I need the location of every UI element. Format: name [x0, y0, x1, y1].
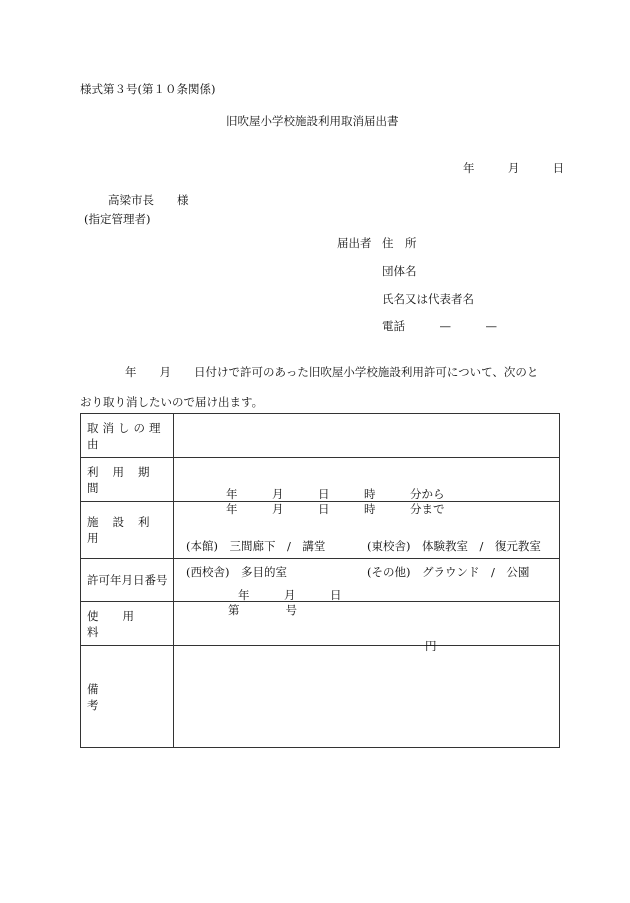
date-month: 月: [507, 161, 520, 175]
addressee: 高梁市長 様: [108, 193, 189, 207]
date-line: [463, 160, 564, 176]
period-label: 利用期間: [81, 458, 174, 502]
row-remarks: [81, 646, 560, 748]
body-text-line-2: おり取り消したいので届け出ます。: [80, 395, 264, 409]
form-number: 様式第３号(第１０条関係): [80, 82, 216, 96]
remarks-label: 備考: [81, 646, 174, 748]
fee-label: 使用料: [81, 602, 174, 646]
applicant-label: 届出者: [337, 236, 372, 250]
period-from: 年 月 日 時 分から: [226, 486, 445, 501]
permit-number: 第 号: [228, 603, 297, 617]
applicant-group-field[interactable]: 団体名: [382, 264, 417, 278]
facility-higashi-option[interactable]: (東校舎) 体験教室 / 復元教室: [367, 539, 541, 553]
facility-label: 施設利用: [81, 502, 174, 559]
period-to: 年 月 日 時 分まで: [226, 501, 445, 516]
reason-label: 取消しの理由: [81, 414, 174, 458]
designated-manager: (指定管理者): [84, 212, 151, 226]
facility-other-option[interactable]: (その他) グラウンド / 公園: [367, 565, 530, 579]
fee-unit: 円: [425, 638, 437, 653]
remarks-field[interactable]: [174, 646, 560, 748]
date-day: 日: [552, 161, 565, 175]
facility-honkan-option[interactable]: (本館) 三間廊下 / 講堂: [186, 539, 326, 553]
row-reason: [81, 414, 560, 458]
applicant-tel-field[interactable]: 電話 — —: [382, 319, 497, 333]
row-fee: [81, 602, 560, 646]
row-period: [81, 458, 560, 502]
permit-date: 年 月 日: [238, 588, 342, 602]
cancellation-form-table: [80, 413, 560, 748]
applicant-address-field[interactable]: 住 所: [382, 236, 417, 250]
applicant-name-field[interactable]: 氏名又は代表者名: [382, 292, 474, 306]
body-text-line-1: 年 月 日付けで許可のあった旧吹屋小学校施設利用許可について、次のと: [125, 365, 539, 379]
permit-label: 許可年月日番号: [81, 559, 174, 602]
period-field[interactable]: [174, 458, 560, 516]
document-title: 旧吹屋小学校施設利用取消届出書: [226, 114, 399, 128]
date-year: 年: [463, 161, 475, 175]
reason-field[interactable]: [174, 414, 560, 458]
facility-nishi-option[interactable]: (西校舎) 多目的室: [186, 565, 287, 579]
